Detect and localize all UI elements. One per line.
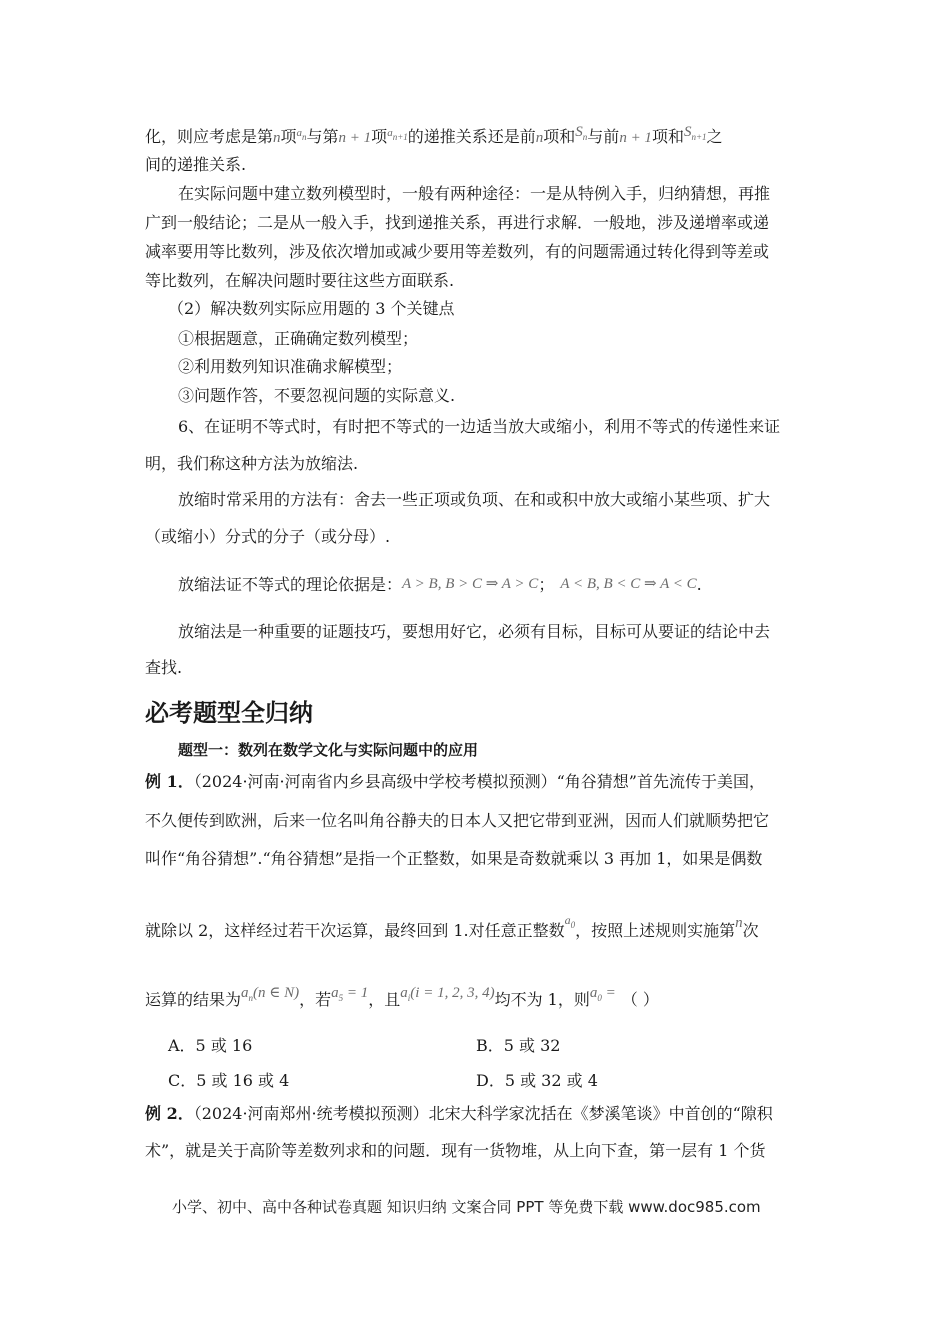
example-1-line: 运算的结果为$a_n(n$ ∈ N)，若$a_5 = 1$，且$a_i(i = 1$, 2, 3, 4)均不为 1，则$a_0$ = （ ） (145, 985, 659, 1009)
math-a-n-plus-1: an+1 (387, 127, 408, 142)
math-s-n: $S_n$ (575, 124, 588, 142)
example-label: 例 2． (145, 1104, 194, 1123)
math-a-n-in-N: $a_n(n$ ∈ N) (241, 985, 300, 1003)
example-1-line: 就除以 2，这样经过若干次运算，最终回到 1.对任意正整数$^{a_0}$，按照上述规则实施第n次 (145, 913, 759, 940)
math-a-n: an (296, 127, 307, 142)
option-c[interactable]: C．5 或 16 或 4 (168, 1071, 290, 1090)
example-2-line: 例 2．（2024·河南郑州·统考模拟预测）北宋大科学家沈括在《梦溪笔谈》中首创的“隙积 (145, 1104, 773, 1123)
option-b[interactable]: B．5 或 32 (476, 1036, 561, 1055)
math-inequality-2: A < B, B < C ⇒ A < C (560, 576, 697, 592)
option-a[interactable]: A．5 或 16 (168, 1036, 253, 1055)
paragraph-line: 减率要用等比数列，涉及依次增加或减少要用等差数列，有的问题需通过转化得到等差或 (145, 242, 770, 261)
key-points-title: （2）解决数列实际应用题的 3 个关键点 (168, 299, 455, 318)
paragraph-line: 放缩法证不等式的理论依据是：A > B, B > C ⇒ A > C； A < B, B < C ⇒ A < C. (178, 575, 702, 594)
paragraph-line: （或缩小）分式的分子（或分母）. (145, 527, 391, 546)
section-heading: 必考题型全归纳 (145, 699, 313, 727)
paragraph-line: 间的递推关系. (145, 155, 247, 174)
paragraph-line: 6、在证明不等式时，有时把不等式的一边适当放大或缩小，利用不等式的传递性来证 (178, 417, 781, 436)
math-inequality-1: A > B, B > C ⇒ A > C (402, 576, 539, 592)
example-label: 例 1． (145, 772, 194, 791)
math-ai-range: $a_i(i = 1$, 2, 3, 4) (400, 985, 495, 1003)
question-type-heading: 题型一：数列在数学文化与实际问题中的应用 (178, 741, 479, 759)
math-a-0: a0 (564, 913, 576, 930)
page-footer: 小学、初中、高中各种试卷真题 知识归纳 文案合同 PPT 等免费下载 www.doc985.com (172, 1198, 761, 1216)
example-1-line: 叫作“角谷猜想”.“角谷猜想”是指一个正整数，如果是奇数就乘以 3 再加 1，如果是偶数 (145, 849, 763, 868)
paragraph-line: 放缩时常采用的方法有：舍去一些正项或负项、在和或积中放大或缩小某些项、扩大 (178, 490, 771, 509)
paragraph-line: 放缩法是一种重要的证题技巧，要想用好它，必须有目标，目标可从要证的结论中去 (178, 622, 771, 641)
example-1-line: 不久便传到欧洲，后来一位名叫角谷静夫的日本人又把它带到亚洲，因而人们就顺势把它 (145, 811, 770, 830)
paragraph-line: 等比数列，在解决问题时要往这些方面联系. (145, 271, 455, 290)
example-1-line: 例 1．（2024·河南·河南省内乡县高级中学校考模拟预测）“角谷猜想”首先流传于美国， (145, 772, 765, 791)
math-a0-equals: $a_0$ = (589, 985, 616, 1003)
paragraph-line: 查找. (145, 658, 183, 677)
math-a5-equals-1: $a_5 = 1$ (331, 985, 369, 1003)
key-point-item: ③问题作答，不要忽视问题的实际意义. (178, 386, 456, 405)
example-2-line: 术”，就是关于高阶等差数列求和的问题．现有一货物堆，从上向下查，第一层有 1 个货 (145, 1141, 766, 1160)
key-point-item: ②利用数列知识准确求解模型； (178, 357, 403, 376)
math-s-n-plus-1: $S_{n+1}$ (683, 124, 707, 142)
key-point-item: ①根据题意，正确确定数列模型； (178, 329, 419, 348)
paragraph-line: 广到一般结论；二是从一般入手，找到递推关系，再进行求解．一般地，涉及递增率或递 (145, 213, 770, 232)
paragraph-line: 明，我们称这种方法为放缩法. (145, 454, 359, 473)
paragraph-line: 在实际问题中建立数列模型时，一般有两种途径：一是从特例入手，归纳猜想，再推 (178, 184, 771, 203)
paragraph-line: 化，则应考虑是第n项$^{a_n}$与第n + 1项$^{a_{n+1}}$的递推关系还是前n项和$S_n$与前n + 1项和$S_{n+1}$之 (145, 124, 723, 146)
option-d[interactable]: D．5 或 32 或 4 (476, 1071, 598, 1090)
